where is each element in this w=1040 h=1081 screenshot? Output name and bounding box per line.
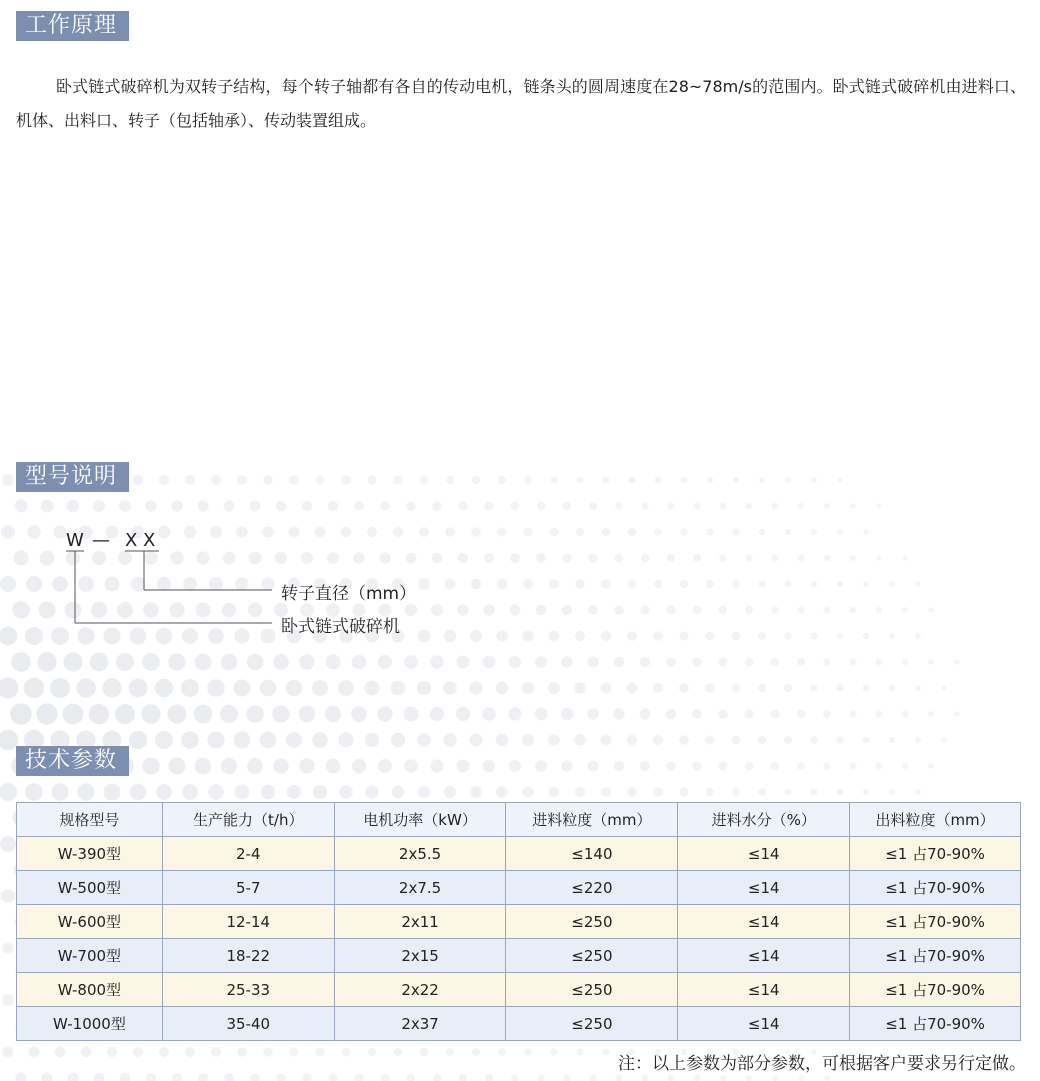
- cell-output-size: ≤1 占70-90%: [850, 939, 1021, 973]
- cell-feed-size: ≤140: [506, 837, 678, 871]
- cell-feed-moisture: ≤14: [678, 1007, 850, 1041]
- cell-model: W-1000型: [17, 1007, 163, 1041]
- cell-output-size: ≤1 占70-90%: [850, 871, 1021, 905]
- table-row: [17, 837, 1021, 871]
- label-crusher-type: 卧式链式破碎机: [281, 617, 400, 637]
- cell-output-size: ≤1 占70-90%: [850, 1007, 1021, 1041]
- cell-capacity: 5-7: [162, 871, 334, 905]
- cell-feed-size: ≤250: [506, 939, 678, 973]
- cell-motor-power: 2x11: [334, 905, 506, 939]
- spec-table-header-row: [17, 803, 1021, 837]
- cell-model: W-800型: [17, 973, 163, 1007]
- cell-motor-power: 2x5.5: [334, 837, 506, 871]
- cell-feed-moisture: ≤14: [678, 939, 850, 973]
- model-code-dash: —: [92, 530, 110, 551]
- header-feed-moisture: 进料水分（%）: [678, 803, 850, 837]
- principle-text: 卧式链式破碎机为双转子结构，每个转子轴都有各自的传动电机，链条头的圆周速度在28~78m/s的范围内。卧式链式破碎机由进料口、机体、出料口、转子（包括轴承）、传动装置组成。: [16, 77, 1026, 130]
- header-motor-power: 电机功率（kW）: [334, 803, 506, 837]
- cell-feed-moisture: ≤14: [678, 905, 850, 939]
- section-title-specs: 技术参数: [16, 746, 129, 776]
- cell-output-size: ≤1 占70-90%: [850, 905, 1021, 939]
- footnote: 注：以上参数为部分参数，可根据客户要求另行定做。: [618, 1054, 1026, 1074]
- header-feed-size: 进料粒度（mm）: [506, 803, 678, 837]
- cell-model: W-700型: [17, 939, 163, 973]
- model-code-diagram: [0, 520, 500, 640]
- cell-feed-size: ≤250: [506, 973, 678, 1007]
- model-code-prefix: W: [66, 530, 84, 551]
- cell-model: W-500型: [17, 871, 163, 905]
- section-title-principle: 工作原理: [16, 11, 129, 41]
- cell-output-size: ≤1 占70-90%: [850, 837, 1021, 871]
- table-row: [17, 973, 1021, 1007]
- table-row: [17, 871, 1021, 905]
- cell-feed-size: ≤220: [506, 871, 678, 905]
- cell-motor-power: 2x15: [334, 939, 506, 973]
- section-title-model: 型号说明: [16, 462, 129, 492]
- cell-feed-moisture: ≤14: [678, 973, 850, 1007]
- cell-model: W-390型: [17, 837, 163, 871]
- cell-capacity: 12-14: [162, 905, 334, 939]
- header-capacity: 生产能力（t/h）: [162, 803, 334, 837]
- model-code-suffix: X X: [125, 530, 156, 551]
- spec-table: [16, 802, 1021, 1041]
- header-model: 规格型号: [17, 803, 163, 837]
- cell-feed-moisture: ≤14: [678, 871, 850, 905]
- cell-capacity: 18-22: [162, 939, 334, 973]
- cell-motor-power: 2x37: [334, 1007, 506, 1041]
- cell-capacity: 25-33: [162, 973, 334, 1007]
- table-row: [17, 905, 1021, 939]
- cell-capacity: 35-40: [162, 1007, 334, 1041]
- cell-model: W-600型: [17, 905, 163, 939]
- cell-feed-moisture: ≤14: [678, 837, 850, 871]
- cell-motor-power: 2x22: [334, 973, 506, 1007]
- label-rotor-diameter: 转子直径（mm）: [281, 584, 417, 604]
- cell-capacity: 2-4: [162, 837, 334, 871]
- cell-feed-size: ≤250: [506, 905, 678, 939]
- cell-output-size: ≤1 占70-90%: [850, 973, 1021, 1007]
- table-row: [17, 939, 1021, 973]
- table-row: [17, 1007, 1021, 1041]
- cell-feed-size: ≤250: [506, 1007, 678, 1041]
- cell-motor-power: 2x7.5: [334, 871, 506, 905]
- header-output-size: 出料粒度（mm）: [850, 803, 1021, 837]
